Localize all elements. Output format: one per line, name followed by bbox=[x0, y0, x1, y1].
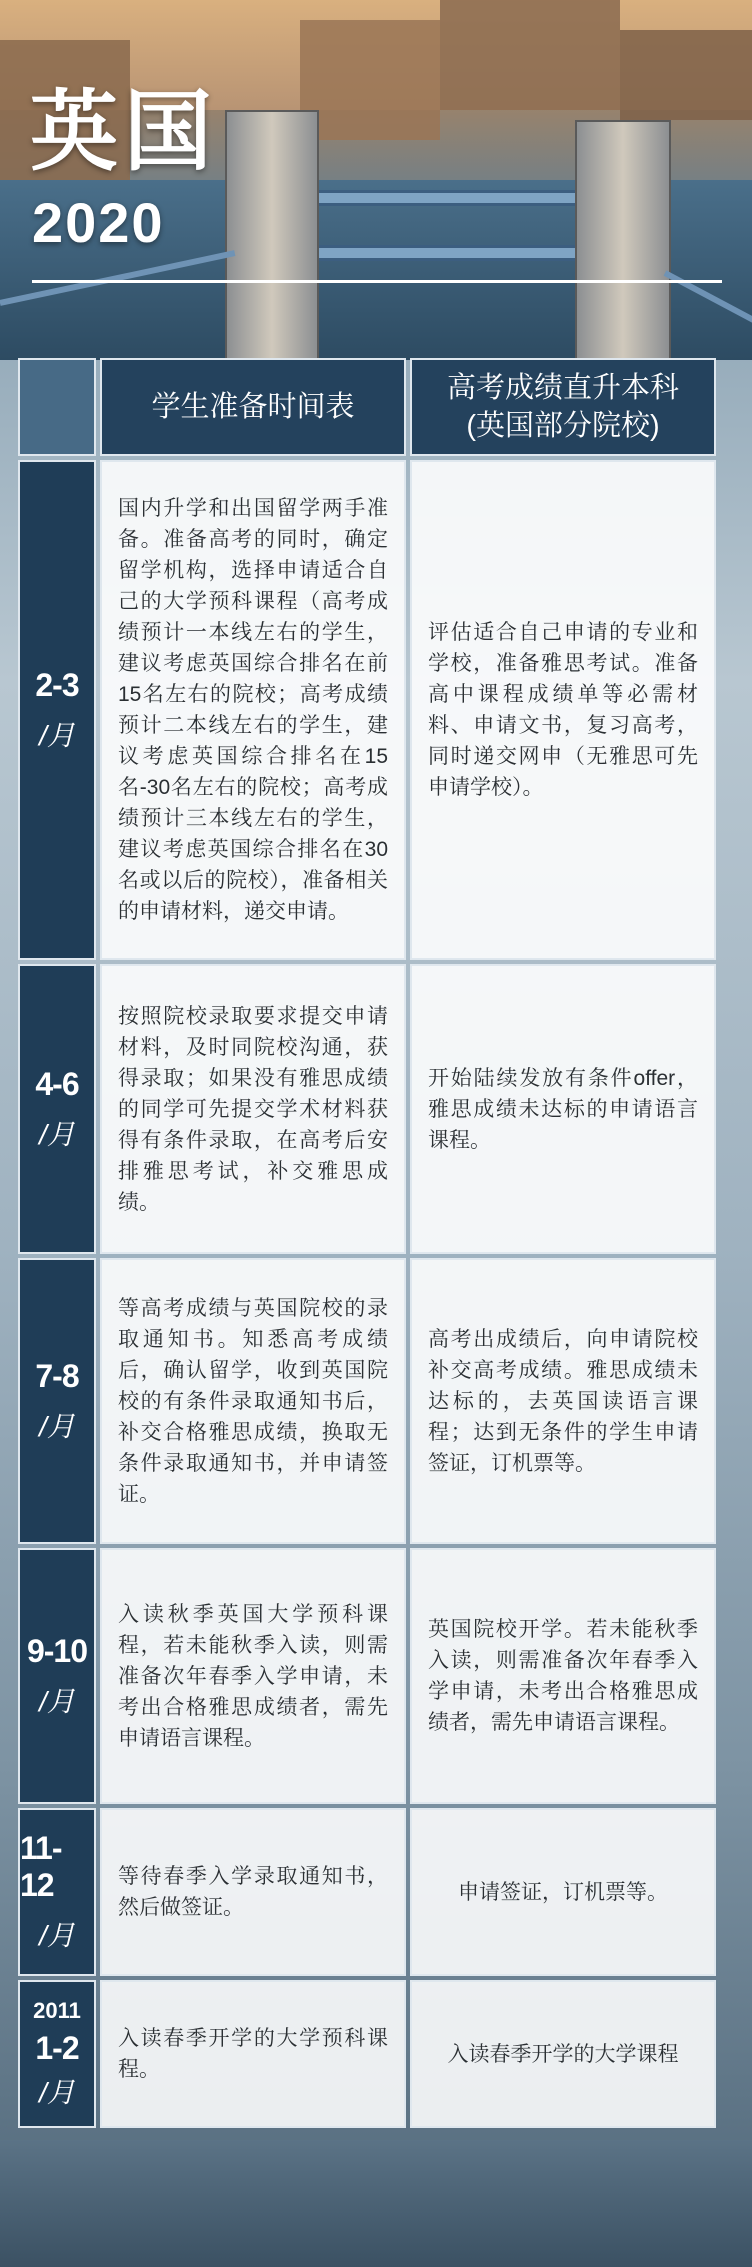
table-cell-direct bbox=[410, 1980, 716, 2128]
row-label-4-6 bbox=[18, 964, 96, 1254]
direct-text: 评估适合自己申请的专业和学校，准备雅思考试。准备高中课程成绩单等必需材料、申请文书，复习高考，同时递交网申（无雅思可先申请学校）。 bbox=[428, 621, 698, 799]
building-shape bbox=[440, 0, 620, 110]
table-cell-direct bbox=[410, 1548, 716, 1804]
month-range: 4-6 bbox=[35, 1065, 79, 1102]
bridge-deck bbox=[270, 245, 600, 261]
month-range: 11-12 bbox=[20, 1830, 62, 1903]
plan-text: 按照院校录取要求提交申请材料，及时同院校沟通，获得录取；如果没有雅思成绩的同学可先提交学术材料获得有条件录取，在高考后安排雅思考试，补交雅思成绩。 bbox=[118, 1004, 388, 1214]
column-header-plan bbox=[100, 358, 406, 456]
title-divider bbox=[32, 280, 722, 283]
row-label-2-3 bbox=[18, 460, 96, 960]
column-header-direct-line1: 高考成绩直升本科 bbox=[446, 372, 679, 404]
column-header-direct bbox=[410, 358, 716, 456]
table-cell-plan bbox=[100, 460, 406, 960]
month-range: 2-3 bbox=[35, 666, 79, 703]
table-cell-plan bbox=[100, 1808, 406, 1976]
column-header-plan-label: 学生准备时间表 bbox=[151, 391, 355, 423]
row-year: 2011 bbox=[33, 1997, 81, 2023]
table-cell-direct bbox=[410, 1258, 716, 1544]
table-cell-plan bbox=[100, 1548, 406, 1804]
month-unit: /月 bbox=[39, 719, 75, 751]
direct-text: 开始陆续发放有条件offer，雅思成绩未达标的申请语言课程。 bbox=[428, 1066, 698, 1152]
hero-banner bbox=[0, 0, 752, 360]
direct-text: 申请签证，订机票等。 bbox=[458, 1880, 668, 1904]
plan-text: 国内升学和出国留学两手准备。准备高考的同时，确定留学机构，选择申请适合自己的大学预科课程（高考成绩预计一本线左右的学生，建议考虑英国综合排名在前15名左右的院校；高考成绩预计二本线左右的学生，建议考虑英国综合排名在15名-30名左右的院校；高考成绩预计三本线左右的学生，建议考虑英国综合排名在30名或以后的院校），准备相关的申请材料，递交申请。 bbox=[118, 497, 388, 923]
month-unit: /月 bbox=[39, 2076, 75, 2108]
row-label-1-2 bbox=[18, 1980, 96, 2128]
column-header-direct-line2: (英国部分院校) bbox=[466, 410, 660, 442]
month-unit: /月 bbox=[39, 1118, 75, 1150]
table-cell-direct bbox=[410, 460, 716, 960]
footer-background bbox=[0, 2140, 752, 2267]
page-year: 2020 bbox=[32, 191, 165, 254]
row-label-11-12 bbox=[18, 1808, 96, 1976]
table-cell-plan bbox=[100, 964, 406, 1254]
plan-text: 入读秋季英国大学预科课程，若未能秋季入读，则需准备次年春季入学申请，未考出合格雅思成绩者，需先申请语言课程。 bbox=[118, 1602, 388, 1750]
row-label-7-8 bbox=[18, 1258, 96, 1544]
month-range: 9-10 bbox=[26, 1632, 88, 1669]
month-range: 7-8 bbox=[35, 1357, 79, 1394]
row-label-9-10 bbox=[18, 1548, 96, 1804]
bridge-tower-left bbox=[225, 110, 319, 360]
table-cell-direct bbox=[410, 964, 716, 1254]
bridge-tower-right bbox=[575, 120, 671, 360]
table-corner-cell bbox=[18, 358, 96, 456]
building-shape bbox=[300, 20, 440, 140]
plan-text: 入读春季开学的大学预科课程。 bbox=[118, 2027, 388, 2081]
page-title: 英国 bbox=[30, 80, 219, 183]
table-cell-plan bbox=[100, 1980, 406, 2128]
plan-text: 等高考成绩与英国院校的录取通知书。知悉高考成绩后，确认留学，收到英国院校的有条件录取通知书后，补交合格雅思成绩，换取无条件录取通知书，并申请签证。 bbox=[118, 1296, 388, 1506]
month-unit: /月 bbox=[39, 1685, 75, 1717]
bridge-walkway bbox=[270, 190, 600, 206]
month-range: 1-2 bbox=[35, 2029, 79, 2066]
table-cell-direct bbox=[410, 1808, 716, 1976]
direct-text: 英国院校开学。若未能秋季入读，则需准备次年春季入学申请，未考出合格雅思成绩者，需先申请语言课程。 bbox=[428, 1618, 698, 1734]
building-shape bbox=[620, 30, 752, 120]
table-cell-plan bbox=[100, 1258, 406, 1544]
month-unit: /月 bbox=[39, 1920, 75, 1951]
month-unit: /月 bbox=[39, 1410, 75, 1442]
direct-text: 高考出成绩后，向申请院校补交高考成绩。雅思成绩未达标的，去英国读语言课程；达到无条件的学生申请签证，订机票等。 bbox=[428, 1327, 698, 1475]
plan-text: 等待春季入学录取通知书，然后做签证。 bbox=[118, 1865, 388, 1919]
direct-text: 入读春季开学的大学课程 bbox=[447, 2042, 679, 2066]
